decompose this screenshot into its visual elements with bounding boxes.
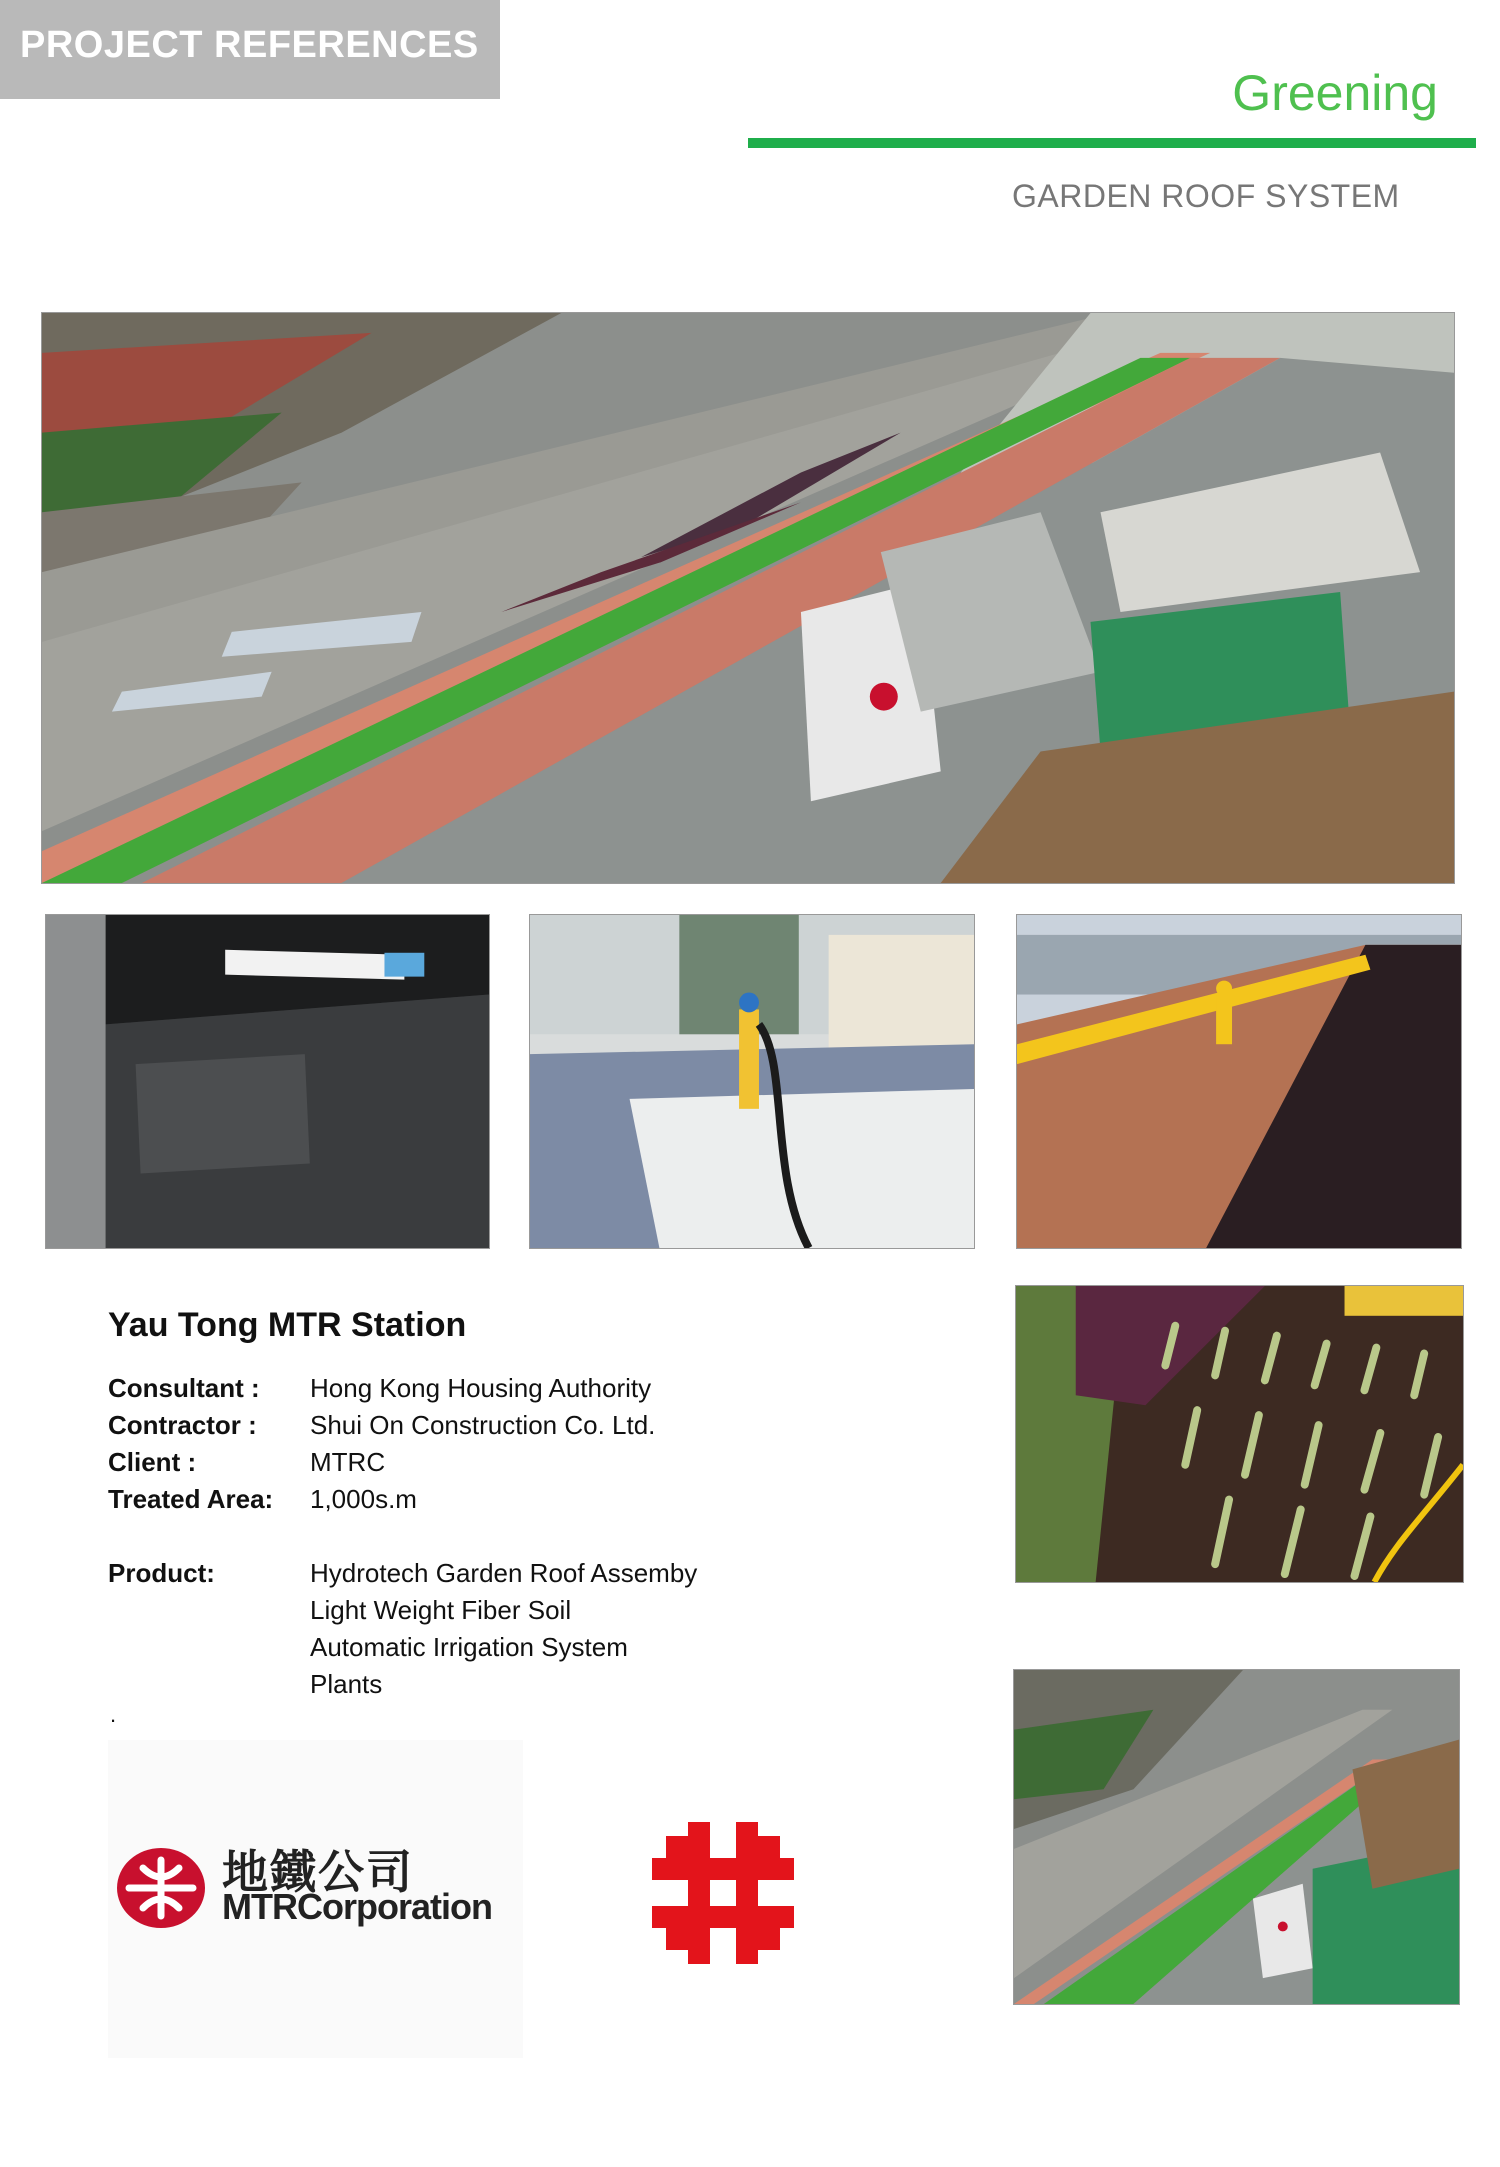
detail-row-client (108, 1444, 770, 1481)
aerial-roof-thumbnail (1013, 1669, 1460, 2005)
detail-row-product (108, 1555, 770, 1703)
soil-blowing-photo (529, 914, 975, 1249)
green-divider (748, 138, 1476, 148)
planting-bed-photo (1015, 1285, 1464, 1583)
mtr-chinese-name: 地鐵公司 (222, 1846, 414, 1898)
aerial-roof-photo (41, 312, 1455, 884)
mtr-english-name: MTRCorporation (222, 1886, 492, 1927)
detail-row-area (108, 1481, 770, 1518)
housing-authority-logo-icon (652, 1822, 794, 1964)
detail-value: Hong Kong Housing Authority (310, 1373, 652, 1403)
detail-label: Consultant : (108, 1373, 260, 1403)
detail-label: Treated Area: (108, 1484, 274, 1514)
soil-spreading-photo (1016, 914, 1462, 1249)
detail-label: Contractor : (108, 1410, 257, 1440)
mtr-logo-icon (115, 1846, 207, 1930)
product-item: Plants (310, 1669, 383, 1699)
detail-label: Client : (108, 1447, 197, 1477)
project-title: Yau Tong MTR Station (108, 1306, 467, 1344)
project-details (108, 1370, 770, 1703)
detail-value: 1,000s.m (310, 1484, 417, 1514)
category-title: Greening (1232, 65, 1438, 121)
product-list (310, 1555, 770, 1703)
page-subtitle: GARDEN ROOF SYSTEM (1012, 178, 1400, 214)
product-label: Product: (108, 1558, 215, 1588)
detail-row-consultant (108, 1370, 770, 1407)
product-item: Light Weight Fiber Soil (310, 1595, 572, 1625)
detail-value: Shui On Construction Co. Ltd. (310, 1410, 656, 1440)
detail-row-contractor (108, 1407, 770, 1444)
trailing-dot: . (110, 1702, 117, 1727)
product-item: Automatic Irrigation System (310, 1632, 628, 1662)
section-label: PROJECT REFERENCES (20, 24, 479, 66)
product-item: Hydrotech Garden Roof Assemby (310, 1558, 698, 1588)
drainage-mat-photo (45, 914, 490, 1249)
detail-value: MTRC (310, 1447, 386, 1477)
